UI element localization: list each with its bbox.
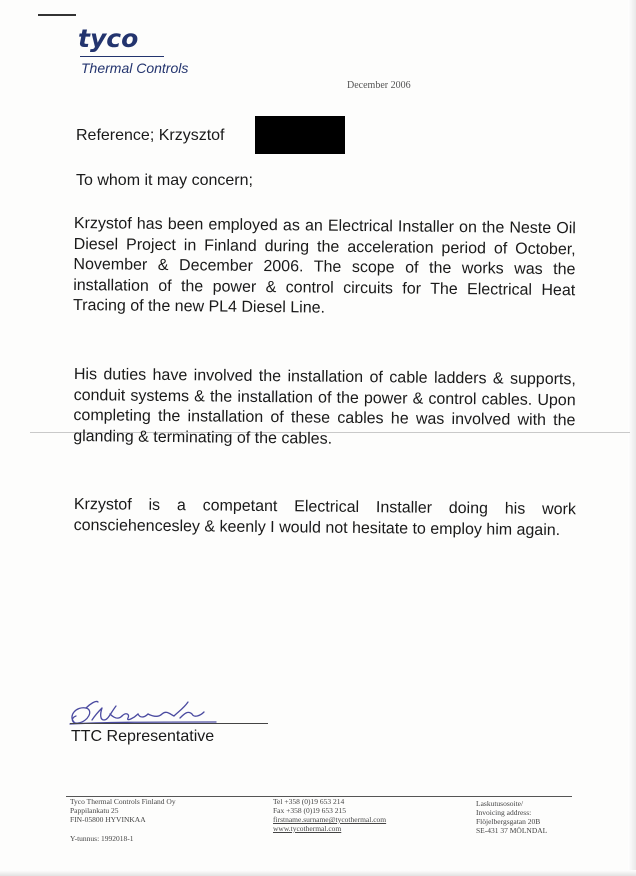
signature-caption: TTC Representative: [71, 728, 215, 745]
paragraph-2: His duties have involved the installation of cable ladders & supports, conduit systems & the installation of the power & control cables. Upon completing the installation of these cables he was involved with the glanding & terminating of the cables.: [73, 365, 576, 448]
footer-contact: [273, 797, 386, 833]
company-logo: [78, 26, 188, 76]
footer-company-name: Tyco Thermal Controls Finland Oy: [70, 797, 176, 806]
footer-phone: Tel +358 (0)19 653 214: [273, 797, 345, 806]
footer-street: Pappilankatu 25: [70, 806, 119, 815]
footer-email-link[interactable]: firstname.surname@tycothermal.com: [273, 815, 387, 824]
logo-division: Thermal Controls: [81, 60, 189, 76]
paragraph-1: Krzystof has been employed as an Electrical Installer on the Neste Oil Diesel Project in Finland during the acceleration period of October, November & December 2006. The scope of the works was the installation of the power & control circuits for The Electrical Heat Tracing of the new PL4 Diesel Line.: [72, 214, 576, 318]
footer-fax: Fax +358 (0)19 653 215: [273, 806, 346, 815]
footer-invoicing-street: Flöjelbergsgatan 20B: [476, 817, 541, 826]
logo-brand: tyco: [78, 24, 139, 53]
footer-company-address: [70, 797, 176, 824]
footer-invoicing-label: Laskutusosoite/: [476, 799, 524, 808]
top-mark: [38, 14, 76, 16]
footer-city: FIN-05800 HYVINKAA: [70, 815, 146, 824]
scan-bottom-edge: [0, 870, 636, 876]
footer-invoicing-city: SE-431 37 MÖLNDAL: [476, 826, 548, 835]
letter-date: December 2006: [347, 80, 411, 91]
paragraph-3: Krzystof is a competant Electrical Installer doing his work consciehencesley & keenly I would not hesitate to employ him again.: [73, 495, 576, 539]
footer-invoicing: [476, 799, 547, 835]
salutation: To whom it may concern;: [76, 172, 253, 189]
reference-line: Reference; Krzysztof: [76, 127, 225, 144]
logo-divider: [80, 56, 164, 57]
redaction-box: [255, 116, 345, 154]
signature-line: [70, 723, 268, 724]
footer-website-link[interactable]: www.tycothermal.com: [273, 824, 342, 833]
footer-invoicing-label-en: Invoicing address:: [476, 808, 532, 817]
footer-business-id: Y-tunnus: 1992018-1: [70, 834, 134, 843]
scan-edge: [628, 0, 636, 876]
